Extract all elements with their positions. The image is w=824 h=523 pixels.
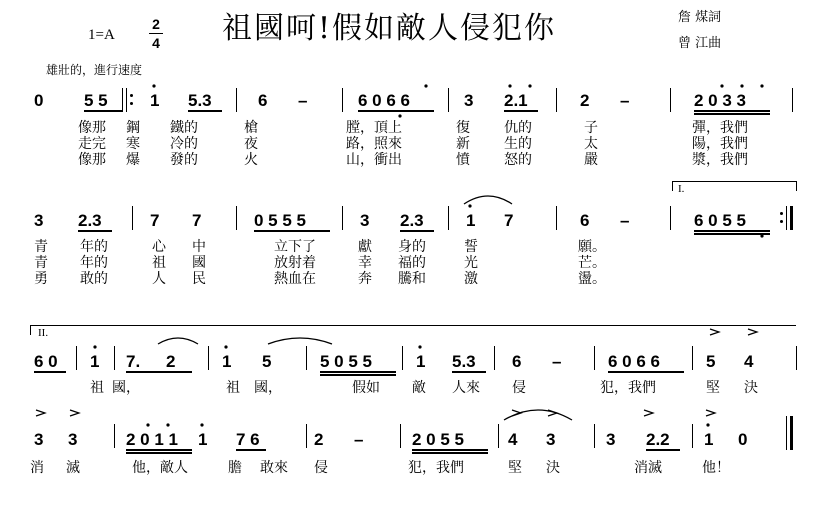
lyric-syllable: 火 [244, 152, 258, 168]
note-group: 1 [150, 91, 160, 110]
lyric-syllable: 冷的 [170, 136, 198, 152]
lyric-syllable: 立下了 [274, 239, 316, 255]
lyric-syllable: 福的 [398, 255, 426, 271]
lyric-syllable: 侵 [512, 380, 526, 396]
note-group: 3 [68, 430, 78, 449]
lyric-syllable: 鋼 [126, 120, 140, 136]
note-group: 1 [222, 352, 232, 371]
lyric-syllable: 祖 [90, 380, 104, 396]
lyric-syllable: 寒 [126, 136, 140, 152]
lyric-syllable: 決 [546, 460, 560, 476]
note-group: 5 [262, 352, 272, 371]
note-group: – [354, 430, 364, 449]
lyric-syllable: 犯，我們 [600, 380, 656, 396]
second-ending-label: II. [38, 327, 49, 339]
note-group: 7 [504, 211, 514, 230]
note-group: 6 [580, 211, 590, 230]
note-group: 6 0 [34, 352, 58, 371]
note-group: 1 [198, 430, 208, 449]
note-group: 2.3 [78, 211, 102, 230]
time-signature-top: 2 [152, 16, 160, 32]
note-group: 0 [738, 430, 748, 449]
note-group: 2 0 3 3 [694, 91, 746, 110]
lyric-syllable: 芒。 [578, 255, 606, 271]
lyricist-credit: 詹 煤詞 [678, 10, 722, 25]
note-group: 7 [192, 211, 202, 230]
lyric-syllable: 國， [254, 380, 282, 396]
lyric-syllable: 人 [152, 271, 166, 287]
lyric-syllable: 山，衝出 [346, 152, 402, 168]
lyric-syllable: 憤 [456, 152, 470, 168]
lyric-syllable: 敵 [412, 380, 426, 396]
note-group: – [620, 211, 630, 230]
lyric-syllable: 祖 [152, 255, 166, 271]
lyric-syllable: 走完 [78, 136, 106, 152]
lyric-syllable: 子 [584, 120, 598, 136]
lyric-syllable: 身的 [398, 239, 426, 255]
lyric-syllable: 騰和 [398, 271, 426, 287]
tempo-marking: 雄壯的，進行速度 [46, 63, 143, 77]
lyric-syllable: 敢來 [260, 460, 288, 476]
note-group: 2.3 [400, 211, 424, 230]
note-group: 7. [126, 352, 141, 371]
note-group: 3 [546, 430, 556, 449]
lyric-syllable: 奔 [358, 271, 372, 287]
note-group: 1 [704, 430, 714, 449]
lyric-syllable: 彈，我們 [692, 120, 748, 136]
note-group: 3 [464, 91, 474, 110]
lyric-syllable: 心 [152, 239, 166, 255]
note-group: 5 [706, 352, 716, 371]
lyric-syllable: 他！ [702, 460, 730, 476]
note-group: 2 [314, 430, 324, 449]
song-title: 祖國呵!假如敵人侵犯你 [222, 11, 557, 46]
note-group: 4 [508, 430, 518, 449]
note-group: 6 [512, 352, 522, 371]
lyric-syllable: 假如 [352, 380, 380, 396]
lyric-syllable: 生的 [504, 136, 532, 152]
lyric-syllable: 消 [30, 460, 44, 476]
lyric-syllable: 夜 [244, 136, 258, 152]
lyric-syllable: 盪。 [578, 271, 606, 287]
lyric-syllable: 幸 [358, 255, 372, 271]
lyric-syllable: 國 [192, 255, 206, 271]
note-group: 0 [34, 91, 44, 110]
note-group: 3 [34, 211, 44, 230]
lyric-syllable: 勇 [34, 271, 48, 287]
lyric-syllable: 敢的 [80, 271, 108, 287]
lyric-syllable: 願。 [578, 239, 606, 255]
lyric-syllable: 鐵的 [170, 120, 198, 136]
lyric-syllable: 他，敵人 [132, 460, 188, 476]
note-group: 5.3 [188, 91, 212, 110]
lyric-syllable: 堅 [706, 380, 720, 396]
lyric-syllable: 怒的 [504, 152, 532, 168]
note-group: 5 5 [84, 91, 108, 110]
lyric-syllable: 嚴 [584, 152, 598, 168]
lyric-syllable: 年的 [80, 239, 108, 255]
first-ending-label: I. [678, 183, 685, 195]
lyric-syllable: 侵 [314, 460, 328, 476]
lyric-syllable: 爆 [126, 152, 140, 168]
lyric-syllable: 青 [34, 239, 48, 255]
lyric-syllable: 誓 [464, 239, 478, 255]
note-group: 5.3 [452, 352, 476, 371]
note-group: 6 [258, 91, 268, 110]
note-group: – [620, 91, 630, 110]
lyric-syllable: 像那 [78, 120, 106, 136]
octave-dots [93, 84, 763, 426]
note-group: 2.1 [504, 91, 528, 110]
lyric-syllable: 青 [34, 255, 48, 271]
lyric-syllable: 漿，我們 [692, 152, 748, 168]
composer-credit: 曾 江曲 [678, 36, 722, 51]
note-group: 6 0 6 6 [358, 91, 410, 110]
note-group: 1 [90, 352, 100, 371]
lyric-syllable: 新 [456, 136, 470, 152]
note-group: 2 [580, 91, 590, 110]
note-group: 3 [34, 430, 44, 449]
lyric-syllable: 人來 [452, 380, 480, 396]
lyric-syllable: 民 [192, 271, 206, 287]
lyric-syllable: 槍 [244, 120, 258, 136]
note-group: 2.2 [646, 430, 670, 449]
lyric-syllable: 激 [464, 271, 478, 287]
note-group: 1 [466, 211, 476, 230]
note-group: 3 [606, 430, 616, 449]
slurs [158, 196, 572, 420]
accent-marks [36, 329, 757, 416]
lyric-syllable: 路，照來 [346, 136, 402, 152]
lyric-syllable: 膛，頂上 [346, 120, 402, 136]
note-group: – [552, 352, 562, 371]
lyric-syllable: 熱血在 [274, 271, 316, 287]
note-group: – [298, 91, 308, 110]
lyric-syllable: 復 [456, 120, 470, 136]
lyric-syllable: 放射着 [274, 255, 316, 271]
lyric-syllable: 陽，我們 [692, 136, 748, 152]
lyric-syllable: 膽 [228, 460, 242, 476]
lyric-syllable: 太 [584, 136, 598, 152]
note-group: 6 0 5 5 [694, 211, 746, 230]
note-group: 7 6 [236, 430, 260, 449]
note-group: 2 0 1 1 [126, 430, 178, 449]
note-group: 2 [166, 352, 176, 371]
lyric-syllable: 發的 [170, 152, 198, 168]
note-group: 7 [150, 211, 160, 230]
note-group: 2 0 5 5 [412, 430, 464, 449]
lyric-syllable: 犯，我們 [408, 460, 464, 476]
time-signature-bottom: 4 [152, 35, 160, 51]
lyric-syllable: 仇的 [504, 120, 532, 136]
lyric-syllable: 中 [192, 239, 206, 255]
note-group: 5 0 5 5 [320, 352, 372, 371]
note-group: 4 [744, 352, 754, 371]
lyric-syllable: 消滅 [634, 460, 662, 476]
lyric-syllable: 像那 [78, 152, 106, 168]
lyric-syllable: 獻 [358, 239, 372, 255]
lyric-syllable: 國， [112, 380, 140, 396]
note-group: 1 [416, 352, 426, 371]
lyric-syllable: 祖 [226, 380, 240, 396]
lyric-syllable: 年的 [80, 255, 108, 271]
lyric-syllable: 滅 [66, 460, 80, 476]
lyric-syllable: 光 [464, 255, 478, 271]
lyric-syllable: 決 [744, 380, 758, 396]
note-group: 6 0 6 6 [608, 352, 660, 371]
lyric-syllable: 堅 [508, 460, 522, 476]
note-group: 0 5 5 5 [254, 211, 306, 230]
key-signature: 1=A [88, 27, 115, 43]
note-group: 3 [360, 211, 370, 230]
